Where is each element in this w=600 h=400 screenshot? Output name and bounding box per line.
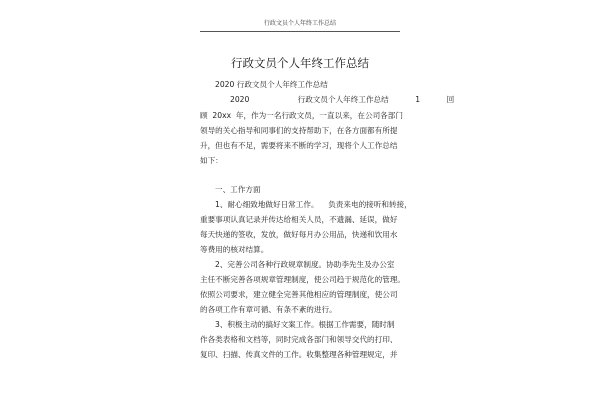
body-line: 主任不断完善各项规章管理制度，使公司趋于规范化的管理。: [200, 275, 406, 284]
body-line: 重要事项认真记录并传达给相关人员，不遗漏、延误，做好: [200, 215, 398, 224]
body-line: 升，但也有不足，需要将来不断的学习，现将个人工作总结: [200, 141, 398, 150]
body-line: 依照公司要求，建立健全完善其他相应的管理制度，使公司: [200, 290, 398, 299]
body-line: 如下：: [200, 156, 223, 165]
body-line: 2、完善公司各种行政规章制度。协助李先生及办公室: [215, 260, 395, 269]
body-line: 复印、扫描、传真文件的工作。收集整理各种管理规定，并: [200, 350, 398, 359]
subtitle-line: 2020 行政文员个人年终工作总结: [215, 80, 328, 89]
document-title: 行政文员个人年终工作总结: [231, 56, 369, 70]
body-line: 等费用的核对结算。: [200, 245, 269, 254]
body-line: 3、积极主动的搞好文案工作。根据工作需要，随时制: [215, 320, 395, 329]
body-line: 作各类表格和文档等，同时完成各部门和领导交代的打印、: [200, 335, 398, 344]
body-line: 2020 行政文员个人年终工作总结 1 回: [230, 95, 455, 104]
body-line: 领导的关心指导和同事们的支持帮助下，在各方面都有所提: [200, 126, 398, 135]
section-heading: 一、工作方面: [215, 185, 261, 194]
body-line: 每天快递的签收，发放，做好每月办公用品，快递和饮用水: [200, 230, 398, 239]
running-header: 行政文员个人年终工作总结: [263, 20, 336, 27]
body-line: 的各项工作有章可循、有条不紊的进行。: [200, 305, 337, 314]
header-divider: [200, 31, 400, 32]
body-line: 1、耐心细致地做好日常工作。 负责来电的接听和转接，: [215, 200, 412, 209]
body-line: 顾 20xx 年，作为一名行政文员，一直以来，在公司各部门: [200, 111, 403, 120]
